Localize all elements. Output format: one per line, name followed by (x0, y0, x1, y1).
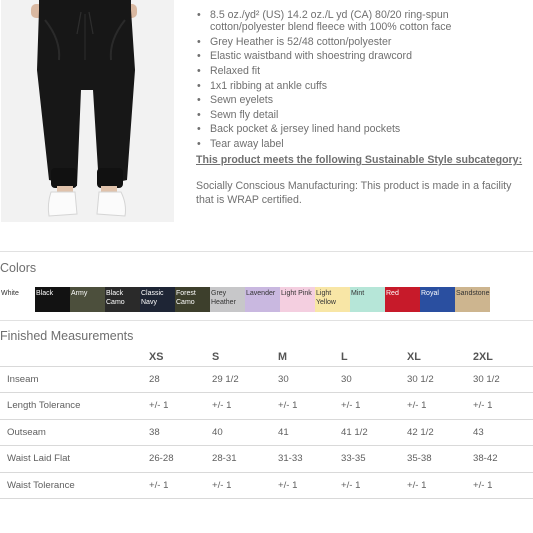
color-swatch-lavender[interactable] (245, 287, 280, 312)
color-swatch-light-yellow[interactable] (315, 287, 350, 312)
table-cell: +/- 1 (278, 472, 341, 499)
swatch-label: Black (36, 290, 54, 297)
color-swatch-forest-camo[interactable] (175, 287, 210, 312)
table-cell: 43 (473, 419, 533, 446)
table-cell: +/- 1 (473, 472, 533, 499)
row-label: Inseam (0, 366, 149, 393)
table-cell: 28-31 (212, 446, 278, 473)
swatch-label: Black Camo (106, 290, 125, 306)
swatch-label: White (1, 290, 19, 297)
color-swatch-grey-heather[interactable] (210, 287, 245, 312)
swatch-label: Light Yellow (316, 290, 336, 306)
table-cell: 40 (212, 419, 278, 446)
table-cell: 38 (149, 419, 212, 446)
feature-item: • 8.5 oz./yd² (US) 14.2 oz./L yd (CA) 80/20 ring-spun cotton/polyester blend fleece with 100% cotton face (196, 9, 526, 33)
table-row (0, 472, 533, 499)
feature-item: • Grey Heather is 52/48 cotton/polyester (196, 36, 526, 48)
table-cell: +/- 1 (278, 393, 341, 420)
table-cell: 31-33 (278, 446, 341, 473)
table-cell: +/- 1 (407, 472, 473, 499)
sustainable-style-link[interactable]: This product meets the following Sustainable Style subcategory: (196, 154, 523, 167)
swatch-label: Sandstone (456, 290, 490, 297)
table-cell: 30 (341, 366, 407, 393)
table-cell: 33-35 (341, 446, 407, 473)
table-row (0, 366, 533, 393)
feature-item: • Elastic waistband with shoestring drawcord (196, 50, 526, 62)
table-row (0, 419, 533, 446)
divider (0, 320, 533, 321)
color-swatch-classic-navy[interactable] (140, 287, 175, 312)
swatch-label: Army (71, 290, 88, 297)
table-row (0, 446, 533, 473)
table-cell: 41 1/2 (341, 419, 407, 446)
swatch-label: Classic Navy (141, 290, 164, 306)
color-swatch-light-pink[interactable] (280, 287, 315, 312)
color-swatch-list (0, 287, 490, 312)
color-swatch-mint[interactable] (350, 287, 385, 312)
feature-item: • Back pocket & jersey lined hand pockets (196, 123, 526, 135)
size-header: 2XL (473, 350, 493, 363)
table-cell: 30 (278, 366, 341, 393)
table-cell: 30 1/2 (473, 366, 533, 393)
table-row (0, 393, 533, 420)
table-cell: +/- 1 (149, 393, 212, 420)
finished-measurements-heading: Finished Measurements (0, 329, 134, 343)
table-cell: 38-42 (473, 446, 533, 473)
table-cell: 30 1/2 (407, 366, 473, 393)
swatch-label: Royal (421, 290, 439, 297)
table-cell: +/- 1 (473, 393, 533, 420)
swatch-label: Grey Heather (211, 290, 236, 306)
swatch-label: Mint (351, 290, 365, 297)
jogger-pants-image (1, 0, 174, 222)
swatch-label: Lavender (246, 290, 276, 297)
table-cell: +/- 1 (149, 472, 212, 499)
swatch-label: Red (386, 290, 399, 297)
color-swatch-army[interactable] (70, 287, 105, 312)
color-swatch-black[interactable] (35, 287, 70, 312)
color-swatch-sandstone[interactable] (455, 287, 490, 312)
feature-item: • Sewn eyelets (196, 94, 526, 106)
size-header: L (341, 350, 348, 363)
table-cell: +/- 1 (212, 393, 278, 420)
colors-heading: Colors (0, 261, 37, 275)
color-swatch-white[interactable] (0, 287, 35, 312)
feature-item: • Relaxed fit (196, 65, 526, 77)
swatch-label: Forest Camo (176, 290, 196, 306)
feature-list-section (196, 9, 526, 207)
table-cell: +/- 1 (341, 472, 407, 499)
table-cell: +/- 1 (212, 472, 278, 499)
table-cell: 42 1/2 (407, 419, 473, 446)
size-header: M (278, 350, 287, 363)
table-cell: 29 1/2 (212, 366, 278, 393)
product-photo (1, 0, 174, 222)
header-blank (0, 344, 149, 366)
color-swatch-red[interactable] (385, 287, 420, 312)
feature-item: • Sewn fly detail (196, 109, 526, 121)
row-label: Outseam (0, 419, 149, 446)
table-cell: 41 (278, 419, 341, 446)
swatch-label: Light Pink (281, 290, 312, 297)
size-header: XS (149, 350, 164, 363)
table-cell: 35-38 (407, 446, 473, 473)
row-label: Waist Tolerance (0, 472, 149, 499)
table-cell: 26-28 (149, 446, 212, 473)
table-cell: 28 (149, 366, 212, 393)
feature-item: • Tear away label (196, 138, 526, 150)
size-header: S (212, 350, 220, 363)
size-header-row (0, 344, 533, 366)
measurements-table (0, 344, 533, 499)
row-label: Waist Laid Flat (0, 446, 149, 473)
sustainable-style-description: Socially Conscious Manufacturing: This product is made in a facility that is WRAP certified. (196, 180, 512, 206)
feature-list (196, 9, 526, 150)
divider (0, 251, 533, 252)
size-header: XL (407, 350, 421, 363)
row-label: Length Tolerance (0, 393, 149, 420)
table-cell: +/- 1 (341, 393, 407, 420)
color-swatch-royal[interactable] (420, 287, 455, 312)
feature-item: • 1x1 ribbing at ankle cuffs (196, 80, 526, 92)
color-swatch-black-camo[interactable] (105, 287, 140, 312)
table-cell: +/- 1 (407, 393, 473, 420)
